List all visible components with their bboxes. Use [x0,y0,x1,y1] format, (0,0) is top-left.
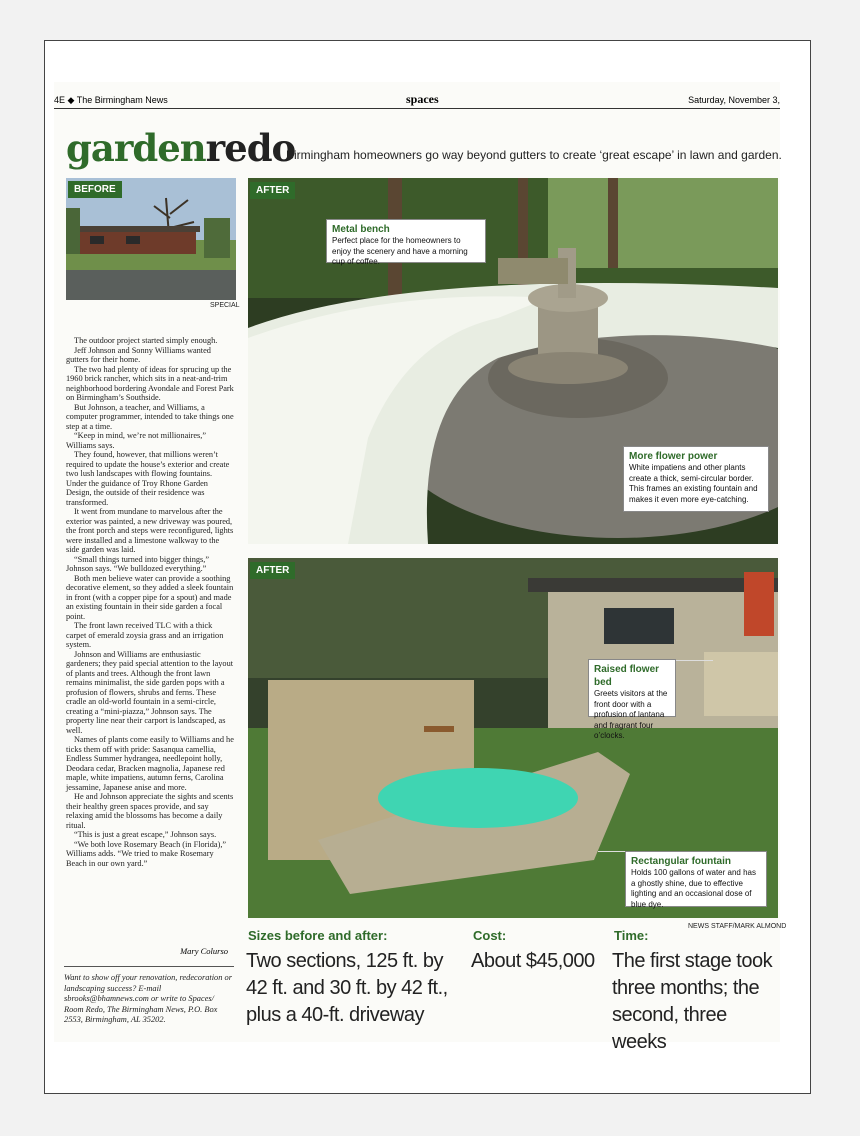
page-date: Saturday, November 3, [688,95,780,105]
section-name: spaces [406,92,439,106]
caption-rect-fountain [625,851,767,907]
after-tag-1: AFTER [250,182,295,199]
article-paragraph: “We both love Rosemary Beach (in Florida),” Williams adds. “We tried to make Rosemary Beach in our own yard.” [66,839,227,868]
caption-metal-bench [326,219,486,266]
caption-raised-bed [588,659,676,740]
article-paragraph: But Johnson, a teacher, and Williams, a computer programmer, intended to take things one step at a time. [66,402,234,431]
article-paragraph: Names of plants come easily to Williams and he ticks them off with pride: Sasanqua camellia, Endless Summer hydrangea, needlepoint holly, Deodara cedar, Bracken magnolia, Japanese red maple, white impatiens, autumn ferns, Carolina jessamine, Japanese anise and more. [66,735,234,792]
caption-flower-power-text: White impatiens and other plants create a thick, semi-circular border. This frames an existing fountain and makes it even more eye-catching. [629,463,758,504]
fact-sizes-label: Sizes before and after: [248,928,388,943]
title-garden: garden [66,126,206,170]
page-folio: 4E ◆ The Birmingham News [54,95,168,105]
after-tag-2: AFTER [250,562,295,579]
article-paragraph: Jeff Johnson and Sonny Williams wanted gutters for their home. [66,345,211,364]
article-paragraph: It went from mundane to marvelous after the exterior was painted, a new driveway was poured, the front porch and steps were reconfigured, lights were installed and a limestone walkway to the side garden was laid. [66,507,234,554]
fact-cost-label: Cost: [473,928,507,943]
caption-metal-bench-text: Perfect place for the homeowners to enjoy the scenery and have a morning cup of coffee. [332,236,468,266]
byline: Mary Colurso [180,946,228,956]
article-paragraph: The two had plenty of ideas for sprucing up the 1960 brick rancher, which sits in a neat-and-trim neighborhood bordering Avondale and Forest Park on Birmingham’s Southside. [66,364,234,402]
caption-flower-power-heading: More flower power [629,451,718,462]
article-paragraph: The front lawn received TLC with a thick carpet of emerald zoysia grass and an irrigation system. [66,621,224,649]
article-paragraph: “This is just a great escape,” Johnson says. [74,830,217,839]
article-paragraph: He and Johnson appreciate the sights and scents their healthy green spaces provide, and say relaxing amid the blossoms has become a daily ritual. [66,792,234,830]
article-paragraph: “Small things turned into bigger things,” Johnson says. “We bulldozed everything.” [66,554,210,573]
caption-raised-bed-text: Greets visitors at the front door with a profusion of lantana and fragrant four o’clocks. [594,689,668,740]
article-paragraph: “Keep in mind, we’re not millionaires,” Williams says. [66,431,207,450]
fact-sizes-value: Two sections, 125 ft. by 42 ft. and 30 ft. by 42 ft., plus a 40-ft. driveway [246,950,448,1026]
article-paragraph: Both men believe water can provide a soothing decorative element, so they added a sleek fountain in front (with a copper pipe for a spout) and made an existing fountain in their side garden a focal point. [66,573,234,621]
caption-metal-bench-heading: Metal bench [332,224,390,235]
before-tag: BEFORE [68,181,122,198]
fact-time-value: The first stage took three months; the second, three weeks [612,950,773,1053]
caption-raised-bed-heading: Raised flower bed [594,664,660,688]
page-header [54,92,780,109]
fact-cost-value: About $45,000 [471,950,595,972]
caption-rect-fountain-text: Holds 100 gallons of water and has a ghostly shine, due to effective lighting and an occasional dose of blue dye. [631,868,756,909]
article-paragraph: Johnson and Williams are enthusiastic gardeners; they paid special attention to the layout of plants and trees. Although the front lawn remains minimalist, the side garden pops with a profusion of flowers, shrubs and ferns. These cradle an old-world fountain in a semi-circle, creating a “mini-piazza,” Johnson says. The property line near their carport is landscaped, as well. [66,649,234,735]
rect-fountain-leader-line [598,851,626,852]
caption-rect-fountain-heading: Rectangular fountain [631,856,732,867]
fact-time-label: Time: [614,928,649,943]
deck-headline: Birmingham homeowners go way beyond gutters to create ‘great escape’ in lawn and garden. [286,148,782,162]
article-paragraph: The outdoor project started simply enough. [74,336,218,345]
caption-flower-power [623,446,769,512]
before-photo [66,178,236,300]
title-redo: redo [205,126,296,170]
page-title [66,126,295,170]
before-photo-credit: SPECIAL [210,302,240,309]
article-body [66,336,234,868]
reader-promo: Want to show off your renovation, redecoration or landscaping success? E-mail sbrooks@bhamnews.com or write to Spaces/ Room Redo, The Birmingham News, P.O. Box 2553, Birmingham, AL 35202. [64,966,234,1026]
article-paragraph: They found, however, that millions weren’t required to update the house’s exterior and create two lush landscapes with flowing fountains. Under the guidance of Troy Rhone Garden Design, the outside of their residence was transformed. [66,450,230,507]
raised-bed-leader-line [675,660,713,661]
after-photo-credit: NEWS STAFF/MARK ALMOND [688,923,787,930]
